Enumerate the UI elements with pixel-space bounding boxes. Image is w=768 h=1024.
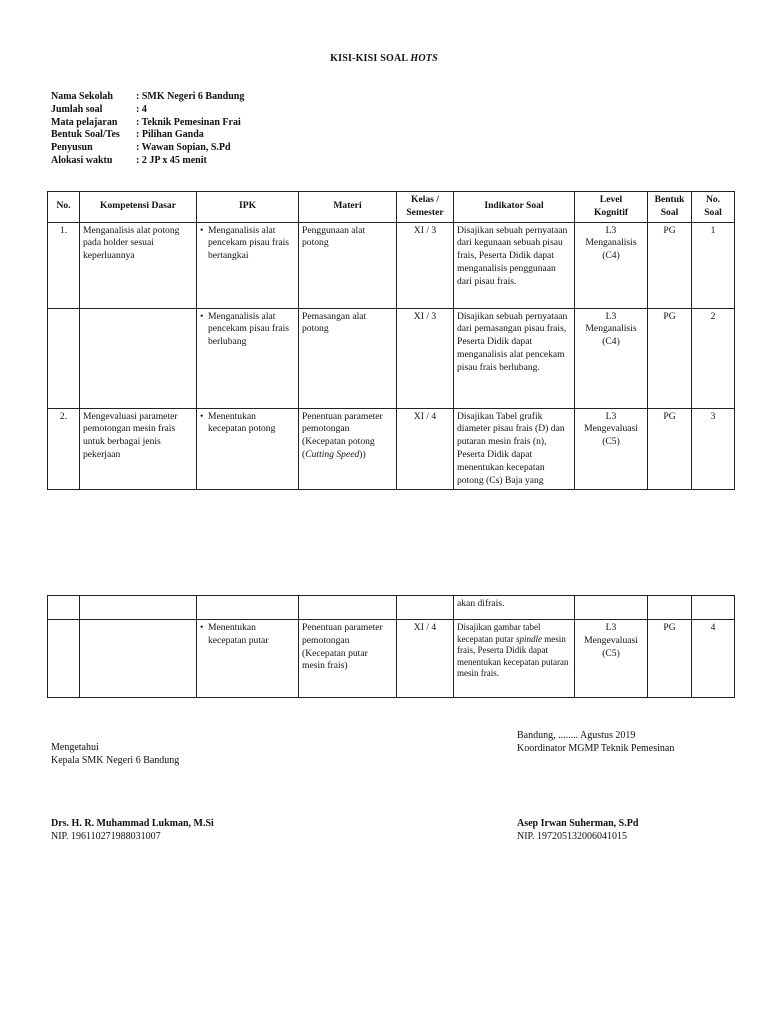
header-level: Level Kognitif [575, 192, 648, 223]
signature-right: Asep Irwan Suherman, S.Pd NIP. 197205132006041015 [517, 818, 639, 842]
header-indikator: Indikator Soal [454, 192, 575, 223]
table-row: akan difrais. [48, 596, 735, 620]
header-kd: Kompetensi Dasar [80, 192, 197, 223]
signature-left-header: Mengetahui Kepala SMK Negeri 6 Bandung [51, 742, 180, 766]
header-ipk: IPK [197, 192, 299, 223]
header-no: No. [48, 192, 80, 223]
document-title: KISI-KISI SOAL HOTS [330, 53, 438, 64]
document-info [51, 91, 244, 168]
info-row: Alokasi waktu : 2 JP x 45 menit [51, 154, 207, 166]
table-row: • Menentukan kecepatan putar Penentuan parameter pemotongan (Kecepatan putar mesin frais) XI / 4 Disajikan gambar tabel kecepatan putar spindle mesin frais, Peserta Didik dapat menentukan kecepatan putaran mesin frais. L3 Mengevaluasi (C5) PG 4 [48, 620, 735, 698]
info-row: Nama Sekolah : SMK Negeri 6 Bandung [51, 91, 245, 102]
info-row: Bentuk Soal/Tes : Pilihan Ganda [51, 129, 204, 141]
info-row: Mata pelajaran : Teknik Pemesinan Frai [51, 116, 241, 128]
kisi-table [47, 191, 735, 490]
info-row: Jumlah soal : 4 [51, 103, 147, 115]
signature-right-header: Bandung, ........ Agustus 2019 Koordinator MGMP Teknik Pemesinan [517, 730, 675, 754]
table-row: • Menganalisis alat pencekam pisau frais berlubang Pemasangan alat potong XI / 3 Disajikan sebuah pernyataan dari pemasangan pisau frais, Peserta Didik dapat menganalisis alat pencekam pisau frais berlubang. L3 Menganalisis (C4) PG 2 [48, 308, 735, 408]
info-row: Penyusun : Wawan Sopian, S.Pd [51, 142, 231, 154]
table-row: 1. Menganalisis alat potong pada holder sesuai keperluannya • Menganalisis alat pencekam pisau frais bertangkai Penggunaan alat potong XI / 3 Disajikan sebuah pernyataan dari kegunaan sebuah pisau frais, Peserta Didik dapat menganalisis penggunaan dari pisau frais. L3 Menganalisis (C4) PG 1 [48, 222, 735, 308]
header-kelas: Kelas / Semester [397, 192, 454, 223]
header-no-soal: No. Soal [692, 192, 735, 223]
header-materi: Materi [299, 192, 397, 223]
signature-left: Drs. H. R. Muhammad Lukman, M.Si NIP. 196110271988031007 [51, 818, 214, 842]
kisi-table-continued [47, 595, 735, 698]
header-bentuk: Bentuk Soal [648, 192, 692, 223]
table-row: 2. Mengevaluasi parameter pemotongan mesin frais untuk berbagai jenis pekerjaan • Menentukan kecepatan potong Penentuan parameter pemotongan (Kecepatan potong (Cutting Speed)) XI / 4 Disajikan Tabel grafik diameter pisau frais (D) dan putaran mesin frais (n), Peserta Didik dapat menentukan kecepatan potong (Cs) Baja yang L3 Mengevaluasi (C5) PG 3 [48, 408, 735, 490]
table-header-row [48, 192, 735, 223]
